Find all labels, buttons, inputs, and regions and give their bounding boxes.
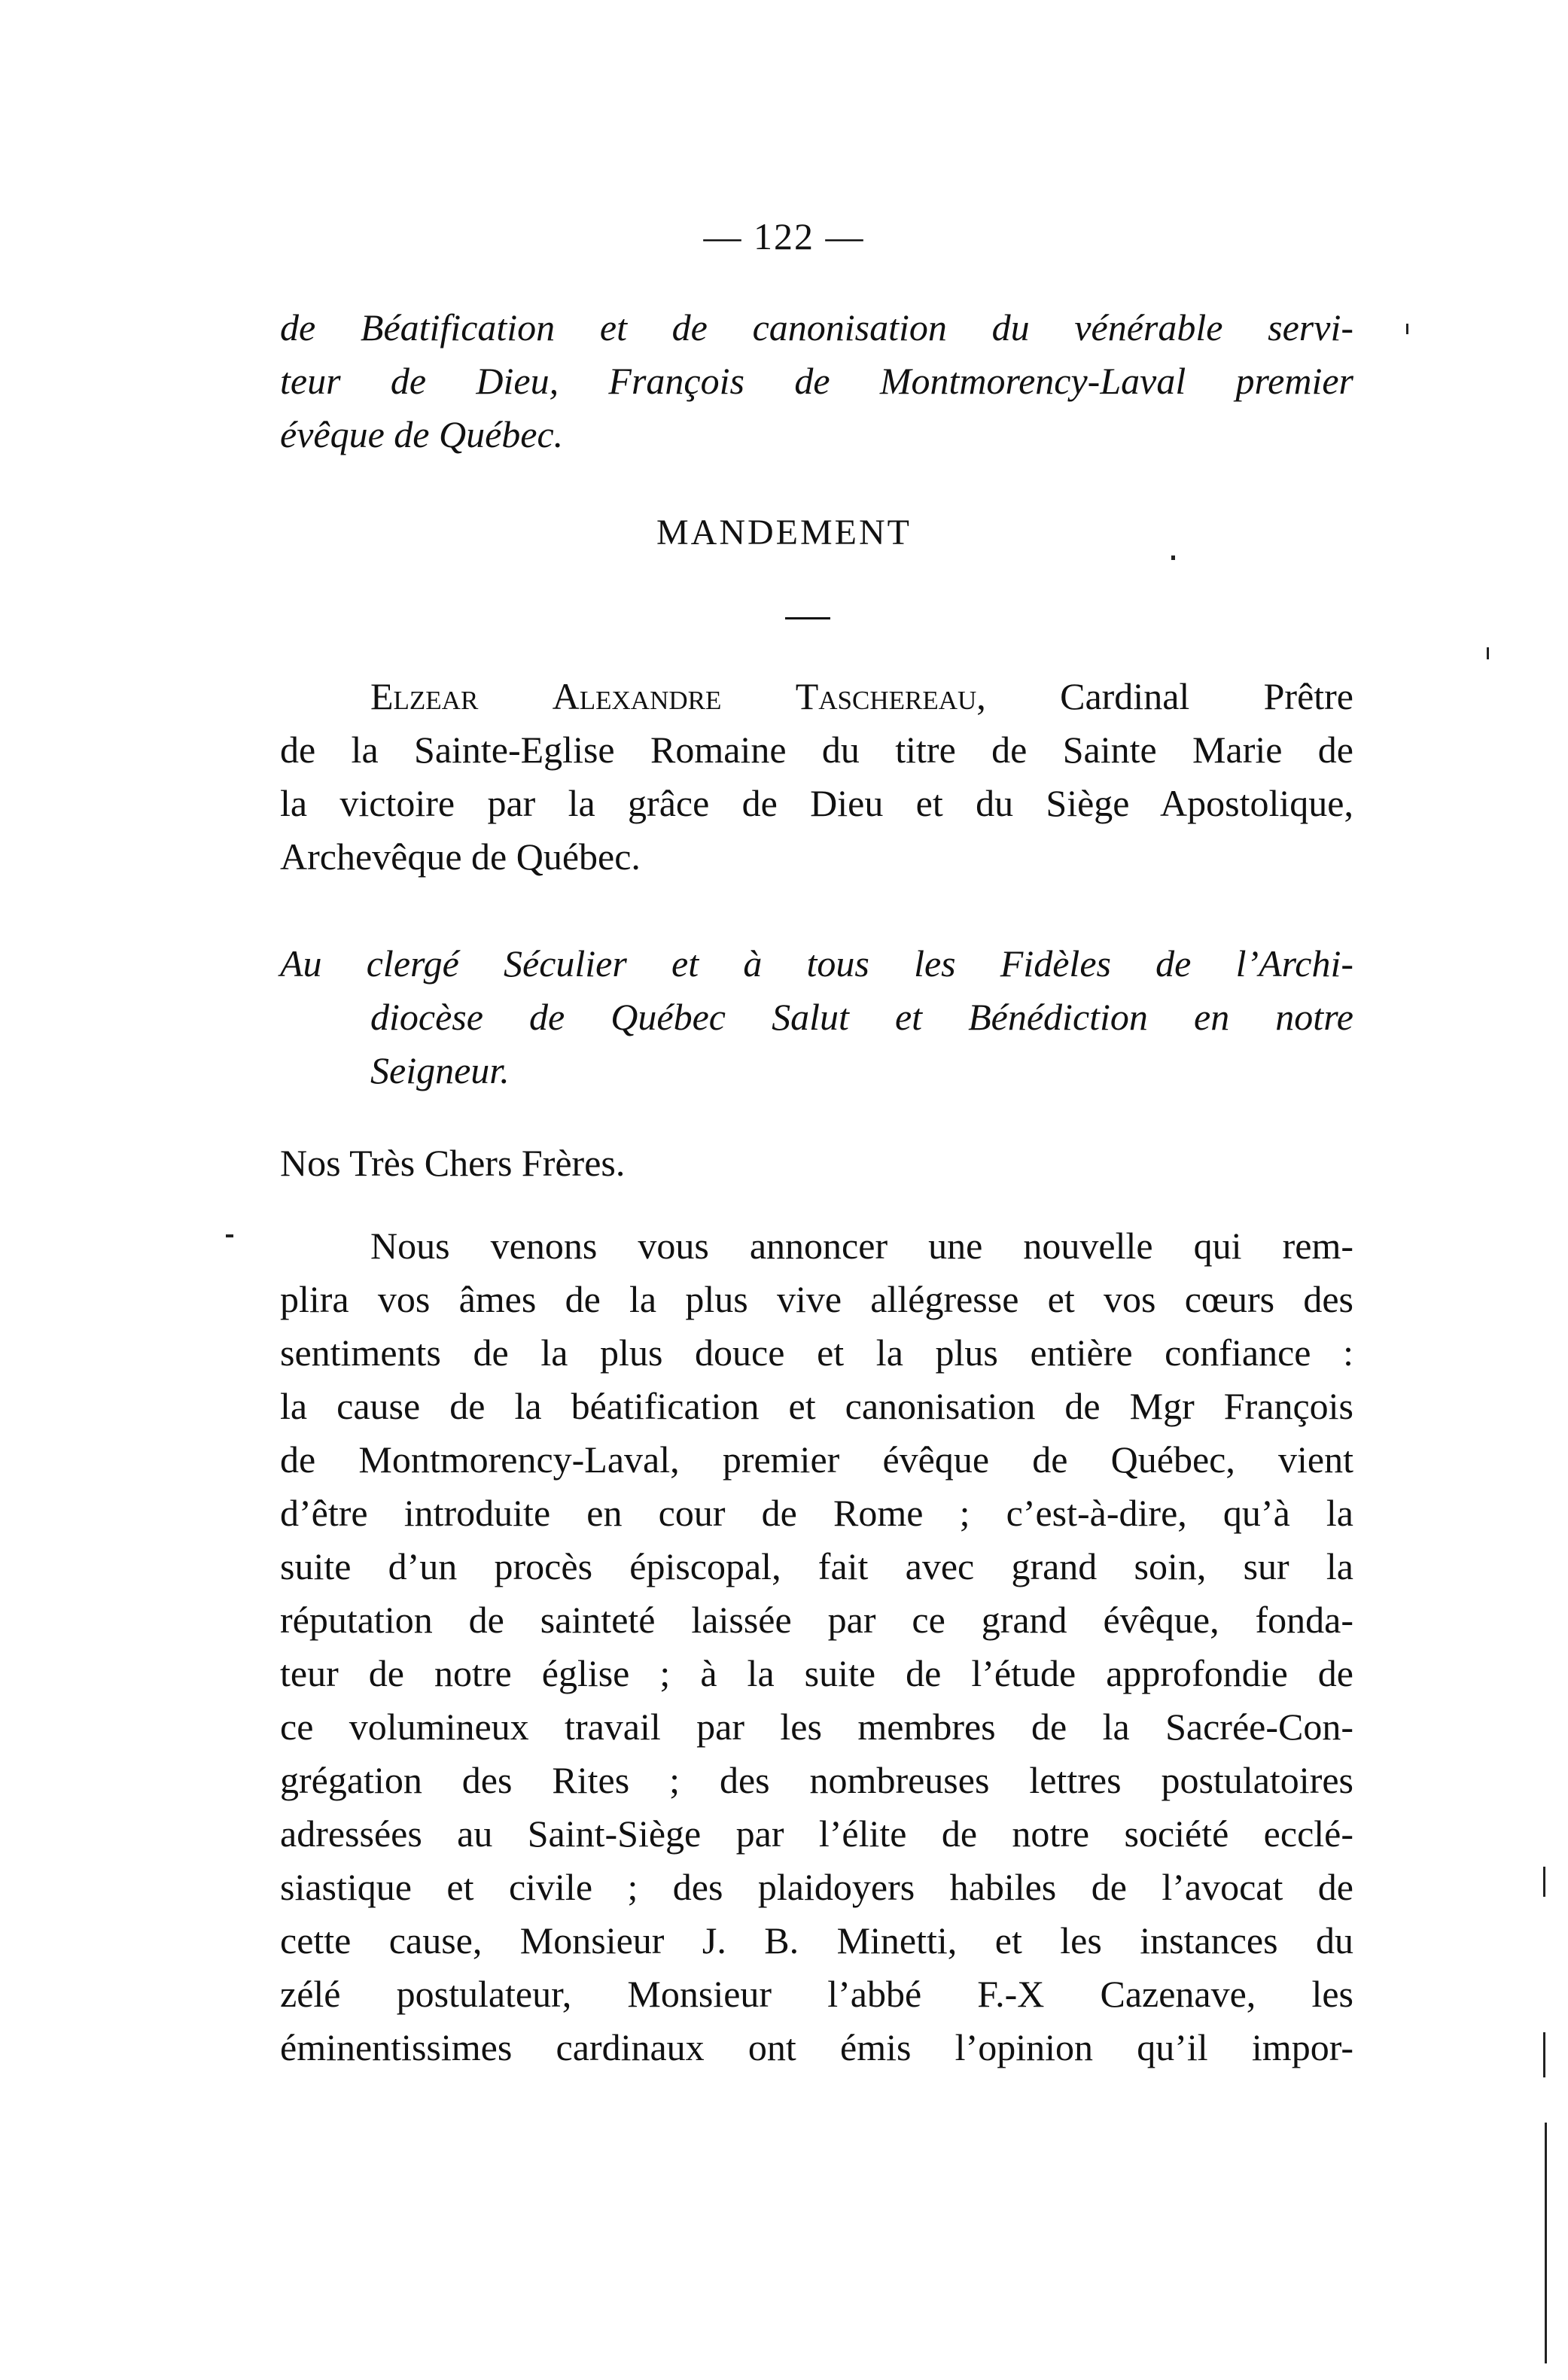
salutation-line: Nos Très Chers Frères. — [280, 1142, 626, 1184]
scan-mark — [1487, 647, 1489, 659]
body-line: la cause de la béatification et canonisation de Mgr François — [280, 1385, 1353, 1427]
title-line: Archevêque de Québec. — [280, 835, 641, 878]
scan-mark — [1545, 2123, 1547, 2363]
body-line: sentiments de la plus douce et la plus entière confiance : — [280, 1332, 1353, 1374]
page-number: — 122 — — [703, 215, 865, 257]
section-heading: MANDEMENT — [656, 513, 912, 552]
middle-name: Alexandre — [552, 675, 722, 717]
body-line: d’être introduite en cour de Rome ; c’est-à-dire, qu’à la — [280, 1492, 1353, 1534]
body-line: de Montmorency-Laval, premier évêque de Québec, vient — [280, 1438, 1353, 1481]
body-line: teur de notre église ; à la suite de l’étude approfondie de — [280, 1652, 1353, 1694]
intro-paragraph — [280, 301, 1353, 461]
title-line: de la Sainte-Eglise Romaine du titre de Sainte Marie de — [280, 729, 1353, 771]
salutation — [280, 1137, 1353, 1190]
first-name: Elzear — [370, 675, 479, 717]
intro-line: évêque de Québec. — [280, 413, 564, 455]
body-line: éminentissimes cardinaux ont émis l’opinion qu’il impor- — [280, 2026, 1353, 2068]
cardinal-title-paragraph — [280, 670, 1353, 884]
surname: Taschereau — [795, 675, 977, 717]
title-line: la victoire par la grâce de Dieu et du Siège Apostolique, — [280, 782, 1353, 824]
address-line: Au clergé Séculier et à tous les Fidèles de l’Archi- — [280, 942, 1353, 985]
body-line: réputation de sainteté laissée par ce grand évêque, fonda- — [280, 1599, 1353, 1641]
scan-mark — [226, 1234, 233, 1237]
scan-mark — [1171, 555, 1175, 560]
body-line: grégation des Rites ; des nombreuses lettres postulatoires — [280, 1759, 1353, 1801]
heading-divider — [785, 617, 830, 619]
intro-line: de Béatification et de canonisation du vénérable servi- — [280, 306, 1353, 348]
body-paragraph — [280, 1219, 1353, 2074]
title-rank: , Cardinal Prêtre — [976, 675, 1353, 717]
scan-mark — [1543, 2032, 1545, 2077]
body-line: Nous venons vous annoncer une nouvelle qui rem- — [370, 1225, 1353, 1267]
address-line: Seigneur. — [370, 1049, 510, 1091]
body-line: siastique et civile ; des plaidoyers habiles de l’avocat de — [280, 1866, 1353, 1908]
body-line: suite d’un procès épiscopal, fait avec grand soin, sur la — [280, 1545, 1353, 1587]
intro-line: teur de Dieu, François de Montmorency-Laval premier — [280, 360, 1353, 402]
address-paragraph — [280, 937, 1353, 1097]
body-line: cette cause, Monsieur J. B. Minetti, et les instances du — [280, 1919, 1353, 1962]
body-line: zélé postulateur, Monsieur l’abbé F.-X Cazenave, les — [280, 1973, 1353, 2015]
address-line: diocèse de Québec Salut et Bénédiction en notre — [370, 996, 1353, 1038]
body-line: adressées au Saint-Siège par l’élite de notre société ecclé- — [280, 1812, 1353, 1855]
body-line: ce volumineux travail par les membres de la Sacrée-Con- — [280, 1706, 1353, 1748]
body-line: plira vos âmes de la plus vive allégresse et vos cœurs des — [280, 1278, 1353, 1320]
scan-mark — [1406, 324, 1408, 334]
title-line — [280, 670, 1353, 723]
scan-mark — [1543, 1867, 1545, 1897]
